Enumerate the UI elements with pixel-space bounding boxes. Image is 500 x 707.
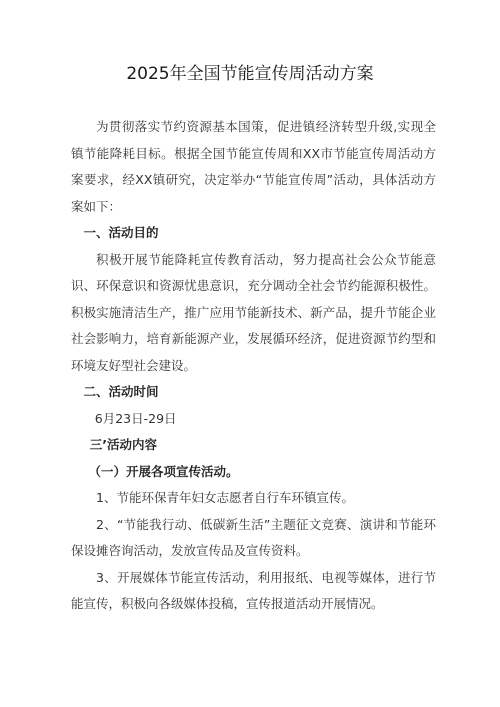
activity-item-3: 3、开展媒体节能宣传活动，利用报纸、电视等媒体，进行节能宣传，积极向各级媒体投稿，宣传报道活动开展情况。 [71,569,436,611]
section-1-paragraph: 积极开展节能降耗宣传教育活动，努力提高社会公众节能意识、环保意识和资源忧患意识，充分调动全社会节约能源积极性。积极实施清洁生产，推广应用节能新技术、新产品，提升节能企业社会影响力，培育新能源产业，发展循环经济，促进资源节约型和环境友好型社会建设。 [71,251,436,373]
document-body [71,114,436,618]
section-3-heading: 三’活动内容 [89,437,157,452]
section-1-heading: 一、活动目的 [83,225,159,240]
activity-item-1: 1、节能环保青年妇女志愿者自行车环镇宣传。 [96,490,354,505]
activity-item-2: 2、“节能我行动、低碳新生活”主题征文竞赛、演讲和节能环保设摊咨询活动，发放宣传品及宣传资料。 [71,516,436,558]
document-title: 2025年全国节能宣传周活动方案 [126,64,374,84]
section-3-subheading: （一）开展各项宣传活动。 [88,463,239,479]
intro-paragraph: 为贯彻落实节约资源基本国策，促进镇经济转型升级,实现全镇节能降耗目标。根据全国节能宣传周和XX市节能宣传周活动方案要求，经XX镇研究，决定举办“节能宣传周”活动，具体活动方案如下： [71,119,436,214]
section-2-heading: 二、活动时间 [83,384,159,399]
section-2-date: 6月23日-29日 [94,410,177,426]
